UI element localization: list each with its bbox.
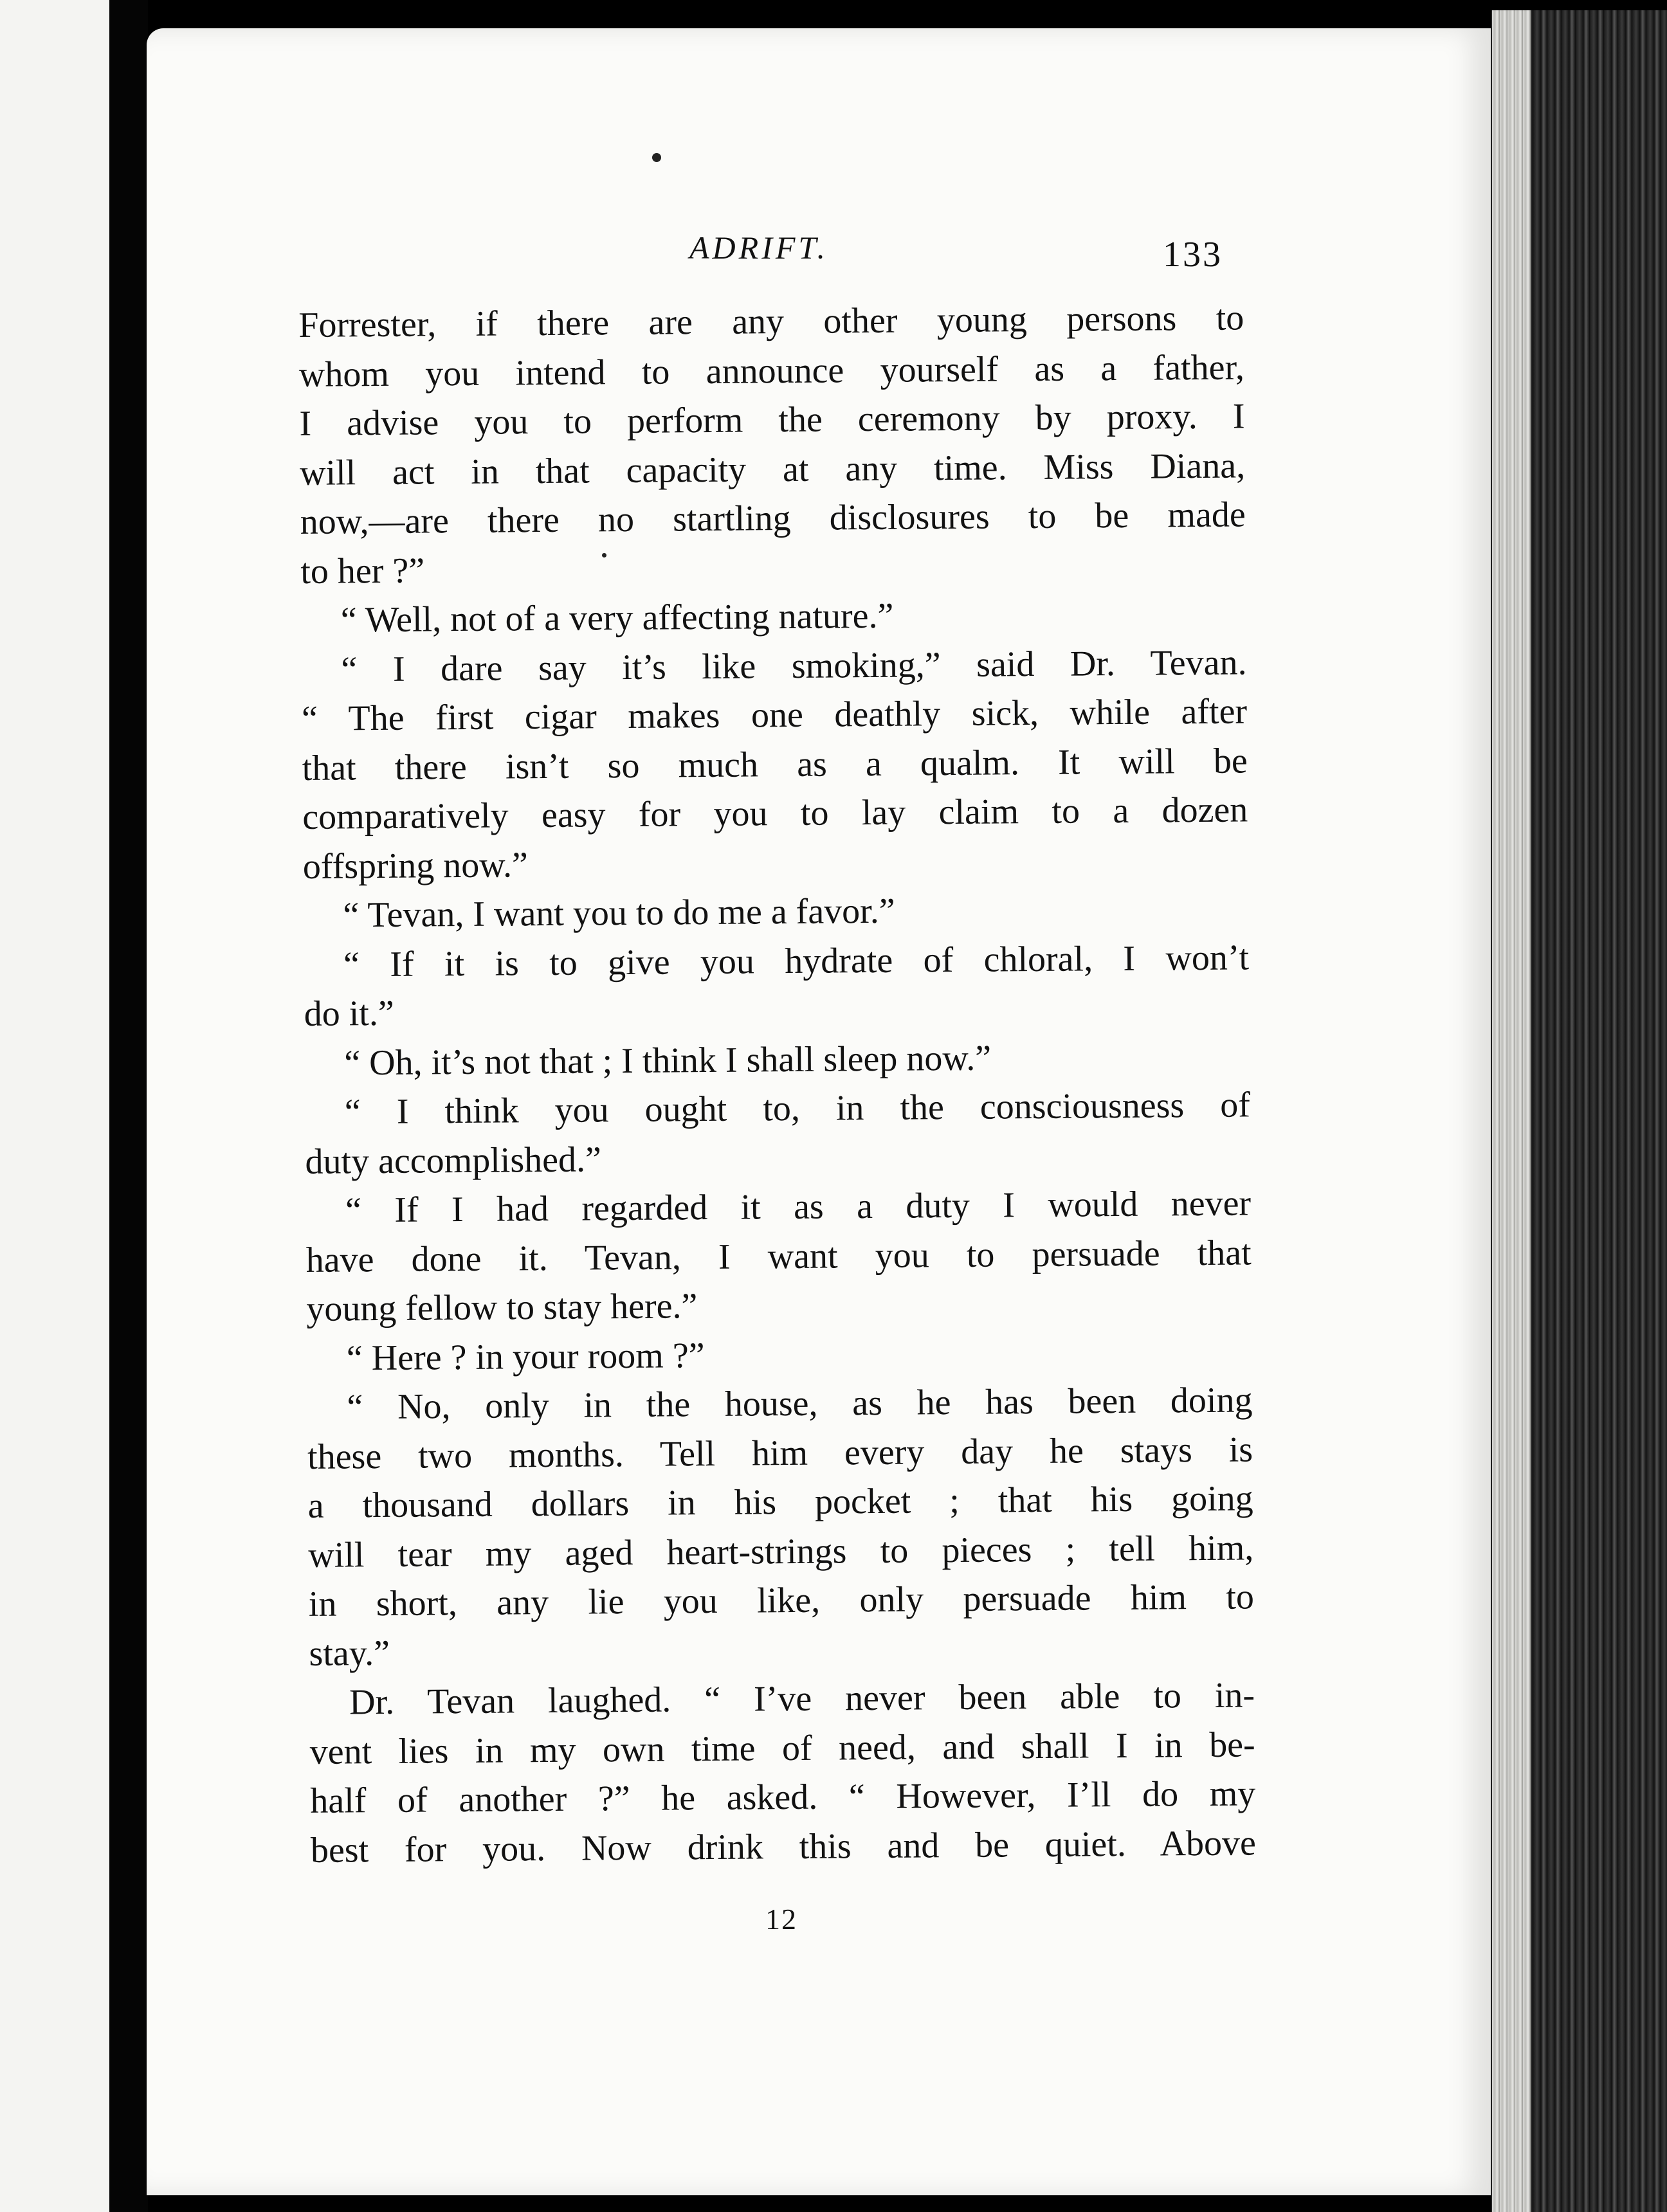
- facing-page-edge: [0, 0, 109, 2212]
- text-line: “ Well, not of a very affecting nature.”: [340, 595, 894, 640]
- text-line: half of another ?” he asked. “ However, I’ll do my: [310, 1773, 1256, 1821]
- text-line: these two months. Tell him every day he stays is: [307, 1429, 1253, 1477]
- text-line: whom you intend to announce yourself as a father,: [298, 347, 1245, 395]
- text-line: have done it. Tevan, I want you to persuade that: [305, 1232, 1252, 1280]
- text-line: I advise you to perform the ceremony by proxy. I: [299, 396, 1245, 444]
- text-line: “ I dare say it’s like smoking,” said Dr. Tevan.: [341, 642, 1247, 689]
- text-line: “ If it is to give you hydrate of chloral, I won’t: [343, 937, 1250, 984]
- text-line: now,—are there no startling disclosures to be made: [300, 494, 1246, 542]
- text-line: “ The first cigar makes one deathly sick, while after: [301, 691, 1248, 739]
- running-head: ADRIFT.: [689, 230, 828, 266]
- text-line: Dr. Tevan laughed. “ I’ve never been able to in-: [349, 1675, 1255, 1723]
- page-number: 133: [1163, 235, 1223, 275]
- text-line: duty accomplished.”: [305, 1139, 602, 1182]
- text-line: in short, any lie you like, only persuade him to: [308, 1577, 1255, 1624]
- ink-speck: [652, 153, 661, 162]
- text-line: “ No, only in the house, as he has been doing: [347, 1380, 1253, 1428]
- text-line: “ Here ? in your room ?”: [346, 1335, 705, 1378]
- text-line: Forrester, if there are any other young persons to: [298, 298, 1244, 345]
- text-line: “ Tevan, I want you to do me a favor.”: [343, 891, 895, 936]
- text-line: “ I think you ought to, in the consciousness of: [344, 1085, 1251, 1132]
- text-line: will act in that capacity at any time. Miss Diana,: [299, 445, 1246, 493]
- text-line: that there isn’t so much as a qualm. It will be: [302, 740, 1248, 788]
- text-line: vent lies in my own time of need, and shall I in be-: [309, 1724, 1255, 1772]
- text-line: best for you. Now drink this and be quiet. Above: [310, 1822, 1257, 1871]
- body-text: [298, 293, 1256, 1874]
- book-gutter: [109, 0, 148, 2212]
- text-line: comparatively easy for you to lay claim to a dozen: [302, 790, 1248, 837]
- text-line: stay.”: [309, 1633, 390, 1674]
- text-line: “ If I had regarded it as a duty I would never: [345, 1183, 1252, 1231]
- text-line: to her ?”: [300, 550, 425, 592]
- text-line: do it.”: [304, 993, 394, 1034]
- text-line: will tear my aged heart-strings to pieces ; tell him,: [308, 1527, 1254, 1575]
- text-line: a thousand dollars in his pocket ; that his going: [307, 1478, 1253, 1526]
- text-line: offspring now.”: [302, 844, 529, 887]
- text-line: “ Oh, it’s not that ; I think I shall sleep now.”: [344, 1038, 992, 1083]
- text-line: young fellow to stay here.”: [306, 1286, 698, 1329]
- signature-mark: 12: [765, 1903, 797, 1936]
- page-edges-highlight: [1492, 10, 1531, 2212]
